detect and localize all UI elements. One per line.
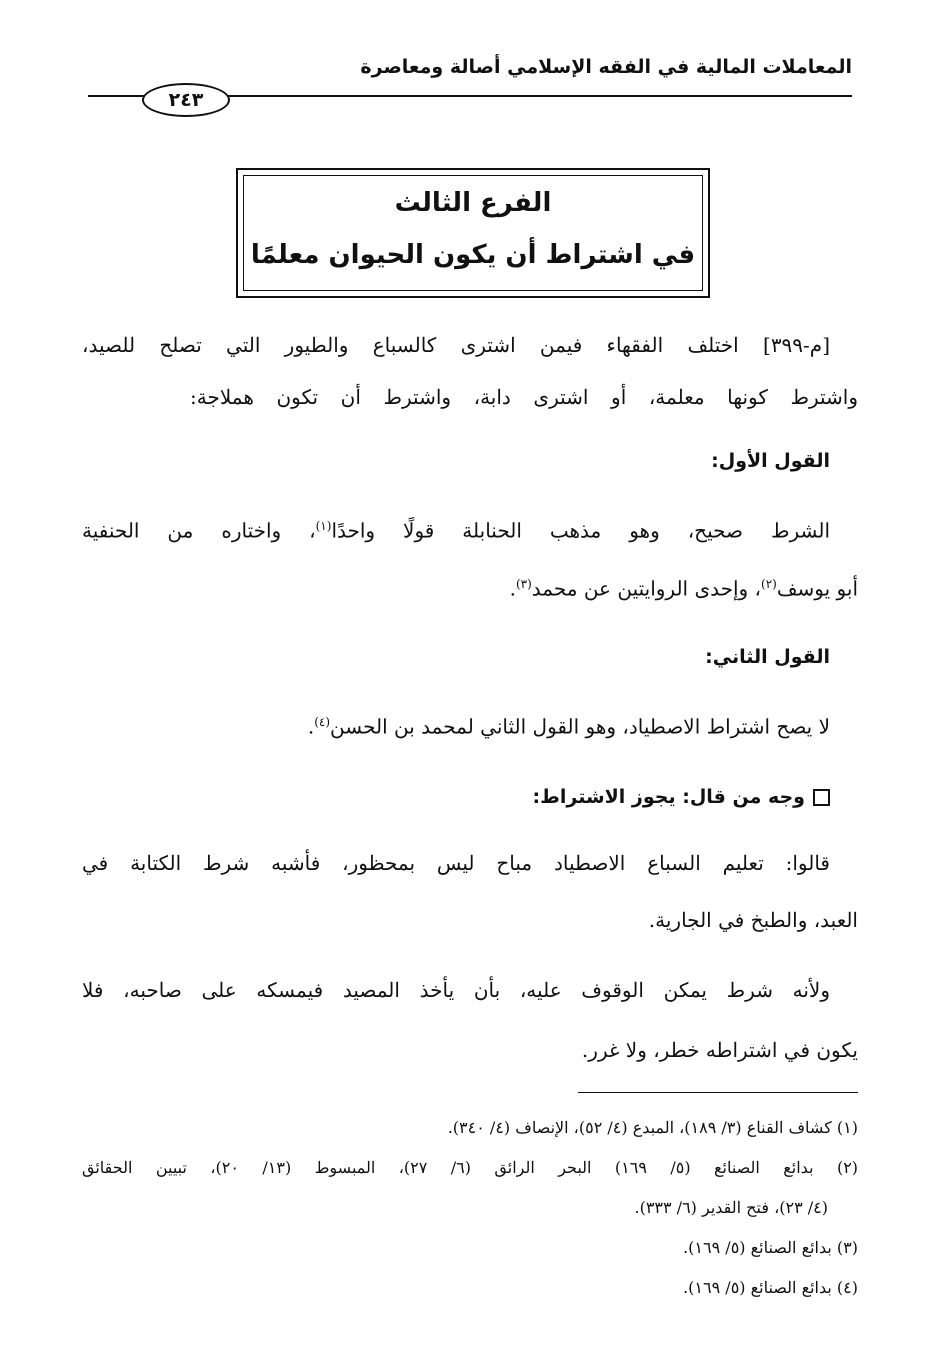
section-heading: القول الثاني: [705, 646, 830, 668]
footnote: (٣) بدائع الصنائع (٥/ ١٦٩). [683, 1238, 858, 1257]
paragraph-text: ، وإحدى الروايتين عن محمد [531, 576, 761, 601]
footnote-rule [578, 1092, 858, 1093]
section-heading [82, 788, 830, 807]
paragraph-text: الشرط صحيح، وهو مذهب الحنابلة قولًا واحدًا [331, 518, 830, 543]
footnote: (٤) بدائع الصنائع (٥/ ١٦٩). [683, 1278, 858, 1297]
paragraph-text: أبو يوسف [776, 576, 858, 601]
footnote-ref: (٣) [515, 577, 532, 591]
section-title-frame [236, 168, 710, 298]
paragraph-line: ولأنه شرط يمكن الوقوف عليه، بأن يأخذ المصيد فيمسكه على صاحبه، فلا [82, 978, 830, 1002]
paragraph-text: ، واختاره من الحنفية [82, 518, 316, 543]
paragraph-line: واشترط كونها معلمة، أو اشترى دابة، واشترط أن تكون هملاجة: [190, 385, 858, 409]
paragraph-line: يكون في اشتراطه خطر، ولا غرر. [581, 1038, 858, 1062]
section-heading: القول الأول: [711, 450, 830, 472]
footnote-ref: (٢) [761, 577, 777, 591]
footnote: (١) كشاف القناع (٣/ ١٨٩)، المبدع (٤/ ٥٢)، الإنصاف (٤/ ٣٤٠). [447, 1118, 858, 1137]
running-title: المعاملات المالية في الفقه الإسلامي أصالة ومعاصرة [360, 56, 852, 78]
paragraph-text: لا يصح اشتراط الاصطياد، وهو القول الثاني لمحمد بن الحسن [330, 714, 830, 739]
paragraph-line [82, 716, 830, 737]
paragraph-line: [م-٣٩٩] اختلف الفقهاء فيمن اشترى كالسباع والطيور التي تصلح للصيد، [82, 333, 830, 357]
section-title-line2: في اشتراط أن يكون الحيوان معلمًا [250, 240, 696, 270]
section-title-line1: الفرع الثالث [394, 188, 552, 218]
paragraph-line [82, 578, 858, 599]
paragraph-line [82, 520, 830, 541]
checkbox-icon [813, 789, 830, 806]
paragraph-text: . [509, 576, 516, 601]
heading-text: وجه من قال: يجوز الاشتراط: [532, 786, 805, 808]
paragraph-line: قالوا: تعليم السباع الاصطياد مباح ليس بمحظور، فأشبه شرط الكتابة في [82, 851, 830, 875]
page-number: ٢٤٣ [142, 83, 230, 117]
footnote-ref: (٤) [314, 715, 331, 729]
footnote: (٢) بدائع الصنائع (٥/ ١٦٩) البحر الرائق (٦/ ٢٧)، المبسوط (١٣/ ٢٠)، تبيين الحقائق [82, 1158, 859, 1177]
footnote-ref: (١) [315, 519, 332, 533]
paragraph-line: العبد، والطبخ في الجارية. [648, 908, 858, 932]
paragraph-text: . [307, 714, 315, 739]
footnote-continuation: (٤/ ٢٣)، فتح القدير (٦/ ٣٣٣). [634, 1198, 828, 1217]
